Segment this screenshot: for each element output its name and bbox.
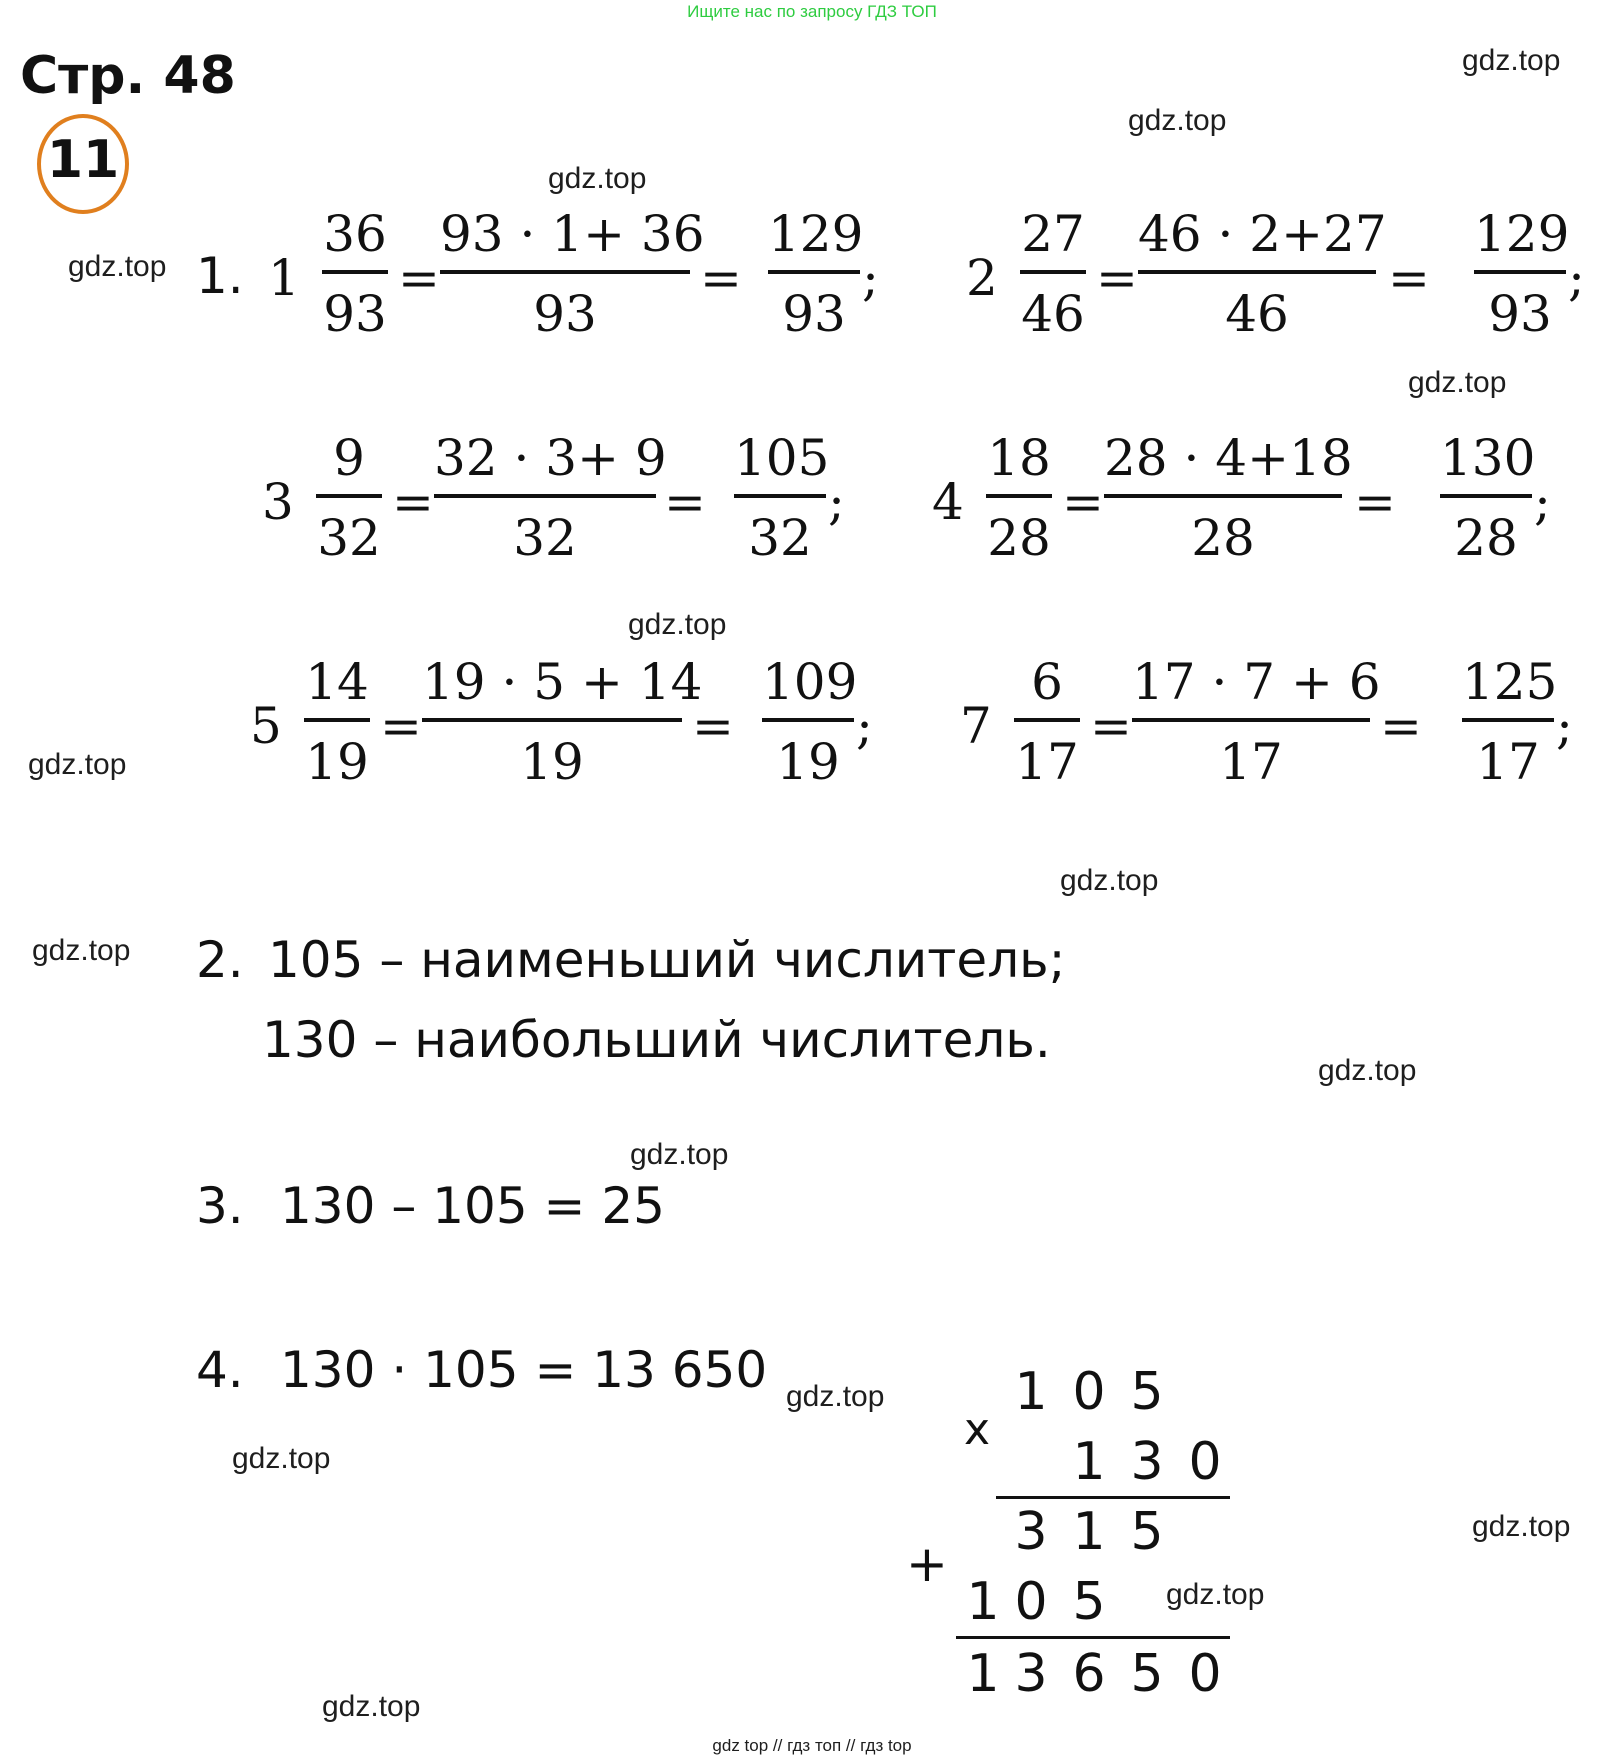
whole-part: 7 (960, 697, 992, 755)
denominator: 19 (520, 733, 584, 791)
item-label: 2. (196, 931, 244, 989)
watermark: gdz.top (1128, 104, 1227, 137)
equals-sign: = (1090, 697, 1132, 755)
numerator: 19 · 5 + 14 (422, 653, 703, 711)
numerator: 6 (1031, 653, 1063, 711)
digit: 5 (1130, 1502, 1164, 1562)
numerator: 27 (1021, 205, 1085, 263)
digit: 5 (1130, 1362, 1164, 1422)
equals-sign: = (664, 473, 706, 531)
equals-sign: = (1062, 473, 1104, 531)
result-fraction (1474, 205, 1570, 346)
equals-sign: = (692, 697, 734, 755)
equals-sign: = (380, 697, 422, 755)
equals-sign: = (1380, 697, 1422, 755)
digit: 1 (966, 1644, 1000, 1704)
numerator: 130 (1440, 429, 1536, 487)
denominator: 19 (776, 733, 840, 791)
watermark: gdz.top (68, 250, 167, 283)
semicolon: ; (862, 249, 879, 307)
result-fraction (768, 205, 864, 346)
fraction-bar (304, 718, 370, 722)
watermark: gdz.top (548, 162, 647, 195)
fraction-bar (1474, 270, 1566, 274)
watermark: gdz.top (28, 748, 127, 781)
denominator: 28 (987, 509, 1051, 567)
mixed-fraction (1020, 206, 1086, 346)
mixed-fraction (986, 430, 1052, 570)
mixed-fraction (322, 206, 388, 346)
fraction-bar (1138, 270, 1376, 274)
watermark: gdz.top (232, 1442, 331, 1475)
fraction-bar (422, 718, 682, 722)
watermark: gdz.top (322, 1690, 421, 1723)
plus-sign: + (906, 1535, 948, 1593)
digit: 1 (966, 1572, 1000, 1632)
intermediate-fraction (440, 205, 705, 346)
equals-sign: = (700, 249, 742, 307)
numerator: 46 · 2+27 (1138, 205, 1387, 263)
header-search-link[interactable]: Ищите нас по запросу ГДЗ ТОП (687, 2, 937, 21)
denominator: 28 (1191, 509, 1255, 567)
mixed-fraction (316, 430, 382, 570)
numerator: 93 · 1+ 36 (440, 205, 705, 263)
whole-part: 1 (268, 249, 300, 307)
watermark: gdz.top (32, 934, 131, 967)
underline-rule (996, 1496, 1230, 1499)
fraction-bar (322, 270, 388, 274)
fraction-bar (986, 494, 1052, 498)
watermark: gdz.top (786, 1380, 885, 1413)
numerator: 105 (734, 429, 830, 487)
equals-sign: = (1388, 249, 1430, 307)
semicolon: ; (1534, 473, 1551, 531)
digit: 6 (1072, 1644, 1106, 1704)
denominator: 19 (305, 733, 369, 791)
intermediate-fraction (422, 653, 703, 794)
mixed-fraction (1014, 654, 1080, 794)
intermediate-fraction (1104, 429, 1353, 570)
denominator: 46 (1225, 285, 1289, 343)
item-label: 4. (196, 1341, 244, 1399)
digit: 5 (1072, 1572, 1106, 1632)
digit: 0 (1072, 1362, 1106, 1422)
semicolon: ; (828, 473, 845, 531)
equals-sign: = (1096, 249, 1138, 307)
numerator: 9 (333, 429, 365, 487)
fraction-bar (440, 270, 690, 274)
watermark: gdz.top (1060, 864, 1159, 897)
page-title: Стр. 48 (20, 46, 236, 106)
numerator: 129 (768, 205, 864, 263)
watermark: gdz.top (1408, 366, 1507, 399)
watermark: gdz.top (1472, 1510, 1571, 1543)
denominator: 93 (782, 285, 846, 343)
digit: 0 (1014, 1572, 1048, 1632)
fraction-bar (1014, 718, 1080, 722)
fraction-bar (1462, 718, 1554, 722)
fraction-bar (1132, 718, 1370, 722)
equals-sign: = (392, 473, 434, 531)
digit: 3 (1014, 1644, 1048, 1704)
intermediate-fraction (1138, 205, 1387, 346)
semicolon: ; (856, 697, 873, 755)
semicolon: ; (1556, 697, 1573, 755)
numerator: 129 (1474, 205, 1570, 263)
numerator: 14 (305, 653, 369, 711)
task-number: 11 (46, 130, 120, 190)
item-label: 1. (196, 247, 244, 305)
numerator: 17 · 7 + 6 (1132, 653, 1381, 711)
fraction-bar (1020, 270, 1086, 274)
footer-links[interactable]: gdz top // гдз топ // гдз top (712, 1736, 912, 1755)
intermediate-fraction (434, 429, 667, 570)
fraction-bar (768, 270, 860, 274)
numerator: 32 · 3+ 9 (434, 429, 667, 487)
difference-expression: 130 – 105 = 25 (280, 1177, 665, 1235)
denominator: 28 (1454, 509, 1518, 567)
watermark: gdz.top (1318, 1054, 1417, 1087)
numerator: 125 (1462, 653, 1558, 711)
equals-sign: = (1354, 473, 1396, 531)
digit: 1 (1072, 1502, 1106, 1562)
digit: 5 (1130, 1644, 1164, 1704)
watermark: gdz.top (1462, 44, 1561, 77)
underline-rule (956, 1636, 1230, 1639)
denominator: 93 (533, 285, 597, 343)
whole-part: 2 (966, 249, 998, 307)
numerator: 36 (323, 205, 387, 263)
whole-part: 4 (932, 473, 964, 531)
denominator: 93 (323, 285, 387, 343)
equals-sign: = (398, 249, 440, 307)
numerator: 28 · 4+18 (1104, 429, 1353, 487)
fraction-bar (762, 718, 854, 722)
item-label: 3. (196, 1177, 244, 1235)
answer-line: 130 – наибольший числитель. (262, 1011, 1051, 1069)
numerator: 18 (987, 429, 1051, 487)
watermark: gdz.top (1166, 1578, 1265, 1611)
whole-part: 3 (262, 473, 294, 531)
watermark: gdz.top (630, 1138, 729, 1171)
product-expression: 130 · 105 = 13 650 (280, 1341, 768, 1399)
fraction-bar (434, 494, 656, 498)
denominator: 46 (1021, 285, 1085, 343)
fraction-bar (734, 494, 826, 498)
whole-part: 5 (250, 697, 282, 755)
denominator: 17 (1015, 733, 1079, 791)
denominator: 17 (1219, 733, 1283, 791)
fraction-bar (316, 494, 382, 498)
result-fraction (1462, 653, 1558, 794)
digit: 1 (1014, 1362, 1048, 1422)
watermark: gdz.top (628, 608, 727, 641)
digit: 0 (1188, 1644, 1222, 1704)
semicolon: ; (1568, 249, 1585, 307)
numerator: 109 (762, 653, 858, 711)
digit: 3 (1014, 1502, 1048, 1562)
result-fraction (1440, 429, 1536, 570)
denominator: 32 (317, 509, 381, 567)
multiply-sign: x (964, 1404, 991, 1455)
mixed-fraction (304, 654, 370, 794)
intermediate-fraction (1132, 653, 1381, 794)
fraction-bar (1440, 494, 1532, 498)
result-fraction (734, 429, 830, 570)
answer-line: 105 – наименьший числитель; (268, 931, 1066, 989)
digit: 1 (1072, 1432, 1106, 1492)
digit: 0 (1188, 1432, 1222, 1492)
denominator: 17 (1476, 733, 1540, 791)
result-fraction (762, 653, 858, 794)
denominator: 32 (748, 509, 812, 567)
denominator: 32 (513, 509, 577, 567)
fraction-bar (1104, 494, 1342, 498)
denominator: 93 (1488, 285, 1552, 343)
digit: 3 (1130, 1432, 1164, 1492)
